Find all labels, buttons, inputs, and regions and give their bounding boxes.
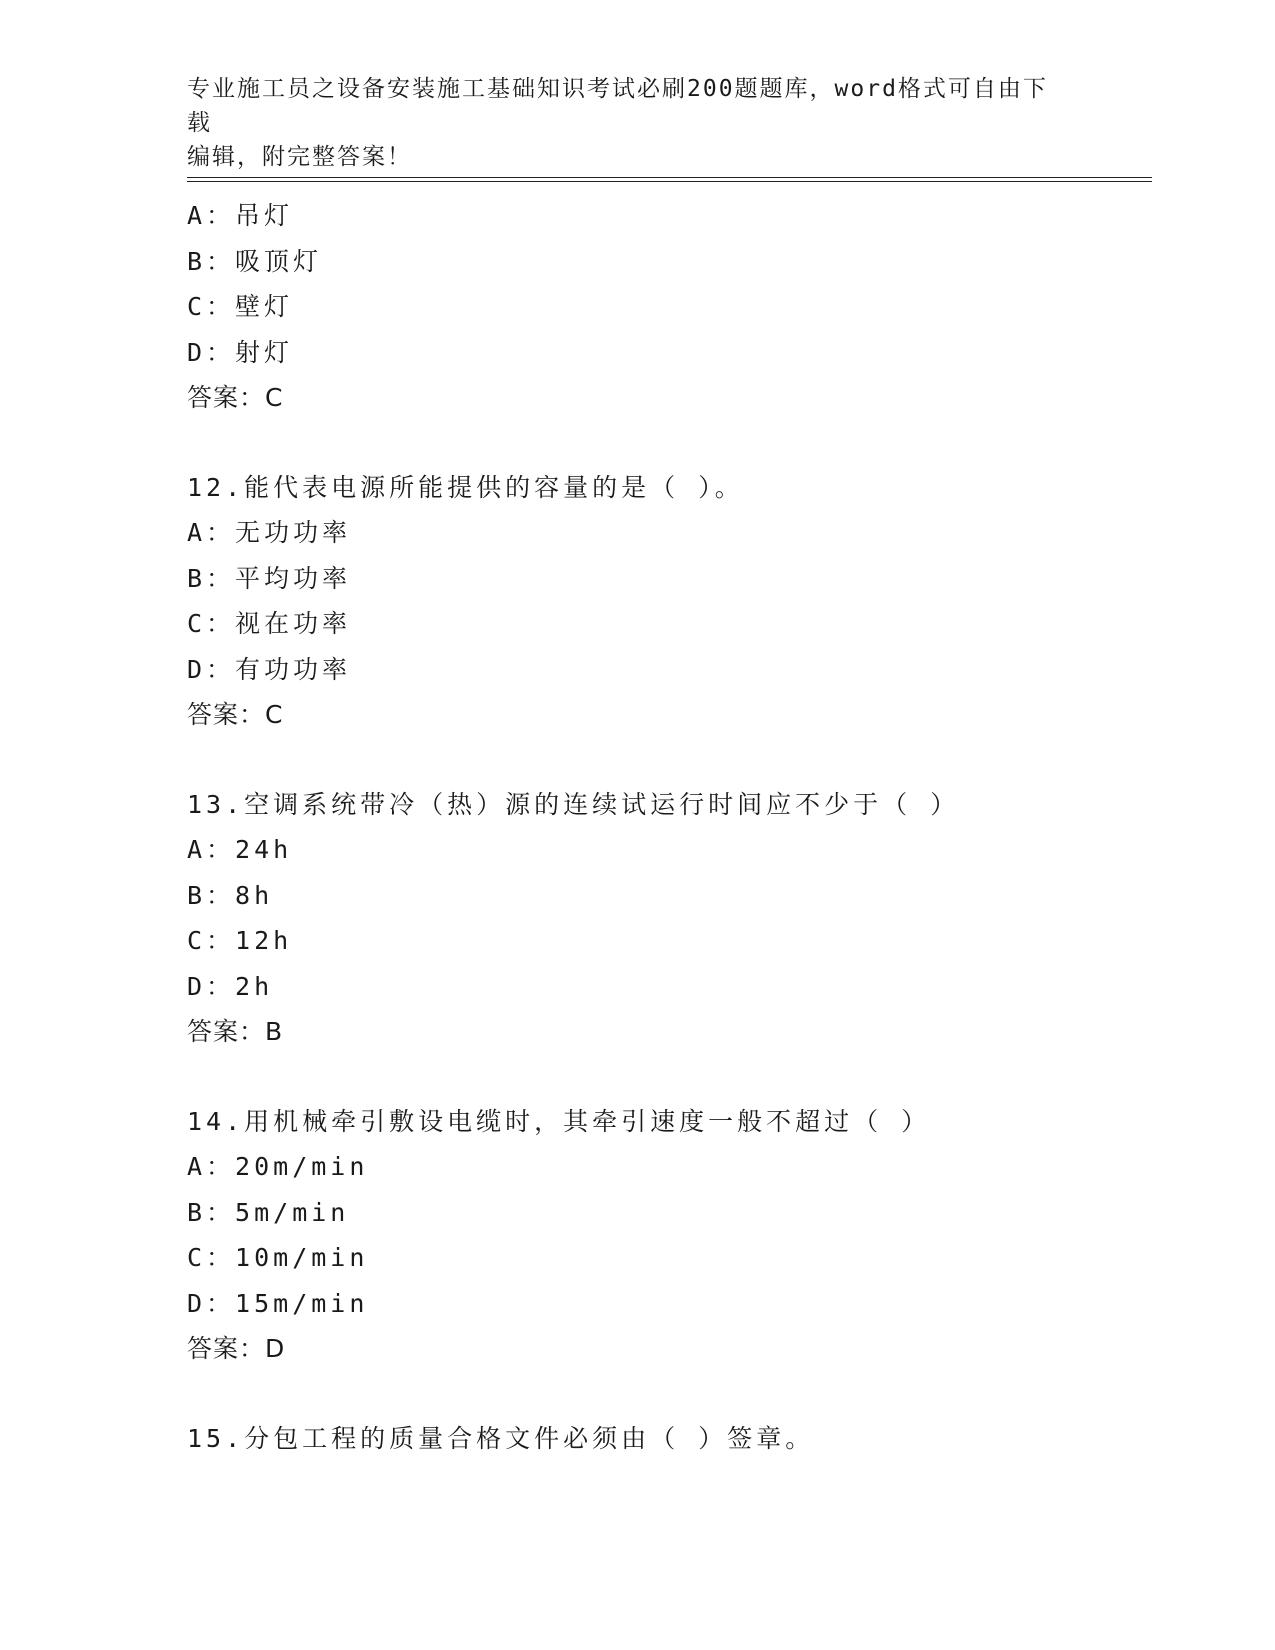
option-d: D：2h bbox=[187, 971, 274, 1001]
header-line-1: 专业施工员之设备安装施工基础知识考试必刷200题题库，word格式可自由下载 bbox=[187, 76, 1048, 136]
question-stem: 12.能代表电源所能提供的容量的是（ ）。 bbox=[187, 472, 744, 502]
option-a: A：20m/min bbox=[187, 1152, 369, 1181]
option-b: B：平均功率 bbox=[187, 563, 352, 593]
option-c: C：壁灯 bbox=[187, 292, 294, 321]
option-c: C：12h bbox=[187, 926, 293, 955]
header-line-2: 编辑，附完整答案！ bbox=[187, 144, 412, 170]
option-c: C：视在功率 bbox=[187, 609, 352, 638]
question-block-15 bbox=[187, 1416, 1152, 1462]
option-a: A：24h bbox=[187, 835, 293, 864]
option-a: A：吊灯 bbox=[187, 201, 294, 230]
spacer bbox=[187, 1372, 1152, 1416]
option-b: B：5m/min bbox=[187, 1197, 350, 1227]
option-c: C：10m/min bbox=[187, 1243, 369, 1272]
option-a: A：无功功率 bbox=[187, 518, 352, 547]
question-block-14 bbox=[187, 1099, 1152, 1372]
answer-line: 答案：C bbox=[187, 700, 284, 729]
answer-line: 答案：B bbox=[187, 1017, 284, 1046]
option-d: D：有功功率 bbox=[187, 654, 352, 684]
spacer bbox=[187, 1055, 1152, 1099]
option-d: D：射灯 bbox=[187, 337, 294, 367]
question-list bbox=[187, 193, 1152, 1461]
question-block-11 bbox=[187, 193, 1152, 421]
question-stem: 13.空调系统带冷（热）源的连续试运行时间应不少于（ ） bbox=[187, 789, 960, 819]
option-d: D：15m/min bbox=[187, 1288, 369, 1318]
spacer bbox=[187, 421, 1152, 465]
header-divider-bottom bbox=[187, 181, 1152, 182]
header-divider-top bbox=[187, 177, 1152, 178]
question-stem: 14.用机械牵引敷设电缆时，其牵引速度一般不超过（ ） bbox=[187, 1106, 931, 1136]
option-b: B：8h bbox=[187, 880, 274, 910]
answer-line: 答案：D bbox=[187, 1334, 286, 1363]
option-b: B：吸顶灯 bbox=[187, 246, 323, 276]
question-stem: 15.分包工程的质量合格文件必须由（ ）签章。 bbox=[187, 1423, 815, 1453]
answer-line: 答案：C bbox=[187, 383, 284, 412]
question-block-13 bbox=[187, 782, 1152, 1055]
spacer bbox=[187, 738, 1152, 782]
question-block-12 bbox=[187, 465, 1152, 738]
document-header bbox=[187, 72, 1067, 174]
